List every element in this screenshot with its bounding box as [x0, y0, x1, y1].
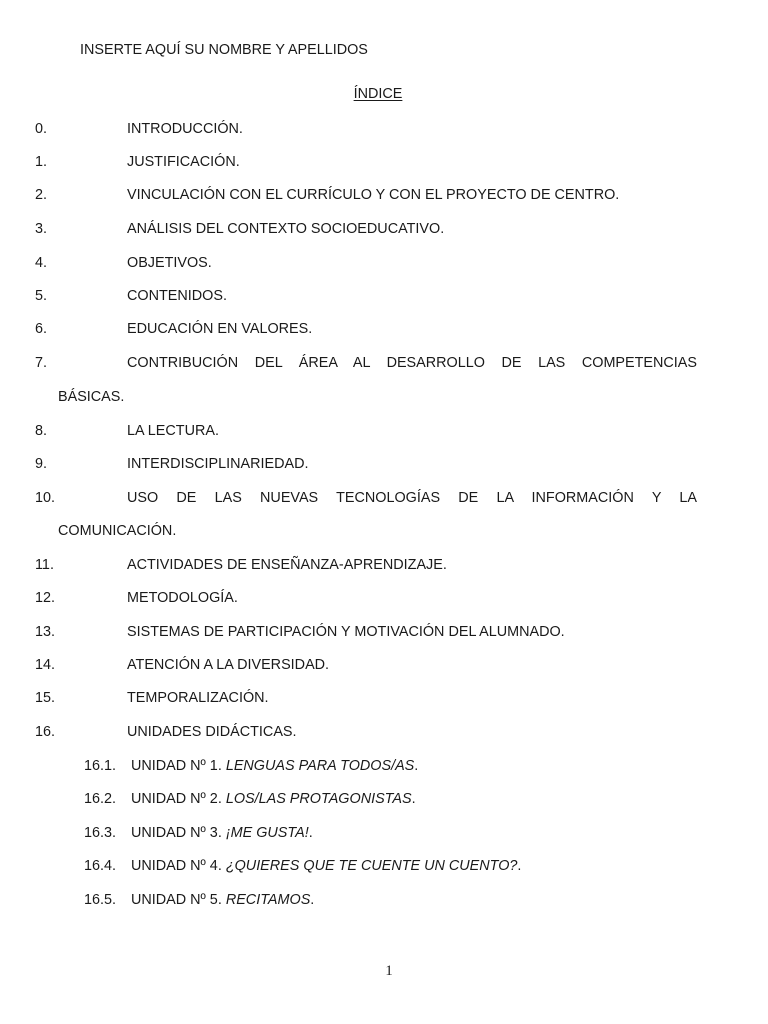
toc-entry-number: 3. — [35, 221, 48, 237]
author-placeholder: INSERTE AQUÍ SU NOMBRE Y APELLIDOS — [80, 42, 368, 58]
toc-entry-text: OBJETIVOS. — [127, 255, 212, 271]
toc-entry — [35, 455, 697, 473]
page-number: 1 — [385, 963, 393, 979]
toc-entry — [35, 723, 697, 741]
toc-entry-text: EDUCACIÓN EN VALORES. — [127, 321, 313, 337]
toc-entry-text: INTERDISCIPLINARIEDAD. — [127, 456, 309, 472]
toc-entry-number: 1. — [35, 154, 48, 170]
toc-entry-text: SISTEMAS DE PARTICIPACIÓN Y MOTIVACIÓN DEL ALUMNADO. — [127, 624, 565, 640]
toc-entry — [35, 287, 697, 305]
toc-entry — [35, 320, 697, 338]
toc-subentry-number: 16.3. — [84, 825, 117, 841]
toc-subentry-text: UNIDAD Nº 5. RECITAMOS. — [131, 892, 315, 908]
toc-entry — [35, 589, 697, 607]
toc-subentry-text: UNIDAD Nº 4. ¿QUIERES QUE TE CUENTE UN CUENTO?. — [131, 858, 522, 874]
toc-entry-text: ATENCIÓN A LA DIVERSIDAD. — [127, 657, 330, 673]
toc-entry — [35, 254, 697, 272]
toc-subentry — [84, 790, 644, 808]
toc-entry-text: VINCULACIÓN CON EL CURRÍCULO Y CON EL PROYECTO DE CENTRO. — [127, 187, 620, 203]
toc-entry-number: 11. — [35, 557, 54, 573]
toc-entry — [35, 656, 697, 674]
toc-entry-number: 9. — [35, 456, 48, 472]
toc-subentry-number: 16.5. — [84, 892, 117, 908]
toc-entry-text: UNIDADES DIDÁCTICAS. — [127, 724, 297, 740]
toc-subentry-text: UNIDAD Nº 3. ¡ME GUSTA!. — [131, 825, 313, 841]
toc-subentry-text: UNIDAD Nº 2. LOS/LAS PROTAGONISTAS. — [131, 791, 416, 807]
toc-entry-text: ACTIVIDADES DE ENSEÑANZA-APRENDIZAJE. — [127, 557, 447, 573]
toc-entry-number: 6. — [35, 321, 48, 337]
toc-subentry-number: 16.2. — [84, 791, 117, 807]
toc-entry — [35, 120, 697, 138]
toc-entry-number: 15. — [35, 690, 56, 706]
toc-entry-text: USO DE LAS NUEVAS TECNOLOGÍAS DE LA INFORMACIÓN Y LA — [127, 490, 697, 506]
toc-entry-continuation: BÁSICAS. — [58, 389, 125, 405]
unit-title: ¡ME GUSTA! — [225, 825, 309, 841]
unit-title: LOS/LAS PROTAGONISTAS — [225, 791, 412, 807]
toc-title: ÍNDICE — [353, 86, 403, 102]
toc-entry-text: JUSTIFICACIÓN. — [127, 154, 240, 170]
unit-title: LENGUAS PARA TODOS/AS — [225, 758, 415, 774]
toc-entry-number: 7. — [35, 355, 48, 371]
toc-subentry — [84, 891, 644, 909]
unit-title: RECITAMOS — [225, 892, 311, 908]
toc-entry-text: CONTRIBUCIÓN DEL ÁREA AL DESARROLLO DE LAS COMPETENCIAS — [127, 355, 697, 371]
toc-entry-text: METODOLOGÍA. — [127, 590, 238, 606]
toc-entry-text: TEMPORALIZACIÓN. — [127, 690, 269, 706]
toc-subentry-number: 16.1. — [84, 758, 117, 774]
toc-entry — [35, 489, 697, 507]
toc-subentry — [84, 757, 644, 775]
toc-entry-number: 13. — [35, 624, 56, 640]
toc-entry-text: ANÁLISIS DEL CONTEXTO SOCIOEDUCATIVO. — [127, 221, 445, 237]
toc-entry-text: LA LECTURA. — [127, 423, 219, 439]
toc-entry — [35, 220, 697, 238]
toc-entry — [35, 689, 697, 707]
toc-entry — [35, 623, 697, 641]
toc-entry — [35, 422, 697, 440]
toc-entry-number: 16. — [35, 724, 56, 740]
unit-title: ¿QUIERES QUE TE CUENTE UN CUENTO? — [225, 858, 518, 874]
toc-subentry — [84, 824, 644, 842]
toc-entry-number: 12. — [35, 590, 56, 606]
toc-entry-text: INTRODUCCIÓN. — [127, 121, 243, 137]
toc-subentry-number: 16.4. — [84, 858, 117, 874]
toc-entry — [35, 153, 697, 171]
toc-subentry-text: UNIDAD Nº 1. LENGUAS PARA TODOS/AS. — [131, 758, 419, 774]
toc-entry-number: 5. — [35, 288, 48, 304]
toc-entry — [35, 186, 697, 204]
toc-entry-continuation: COMUNICACIÓN. — [58, 523, 177, 539]
toc-entry-text: CONTENIDOS. — [127, 288, 227, 304]
toc-entry-number: 4. — [35, 255, 48, 271]
toc-entry-number: 8. — [35, 423, 48, 439]
toc-entry-number: 14. — [35, 657, 56, 673]
toc-entry — [35, 354, 697, 372]
toc-entry-number: 10. — [35, 490, 56, 506]
toc-entry-number: 0. — [35, 121, 48, 137]
toc-entry-number: 2. — [35, 187, 48, 203]
toc-subentry — [84, 857, 644, 875]
toc-entry — [35, 556, 697, 574]
